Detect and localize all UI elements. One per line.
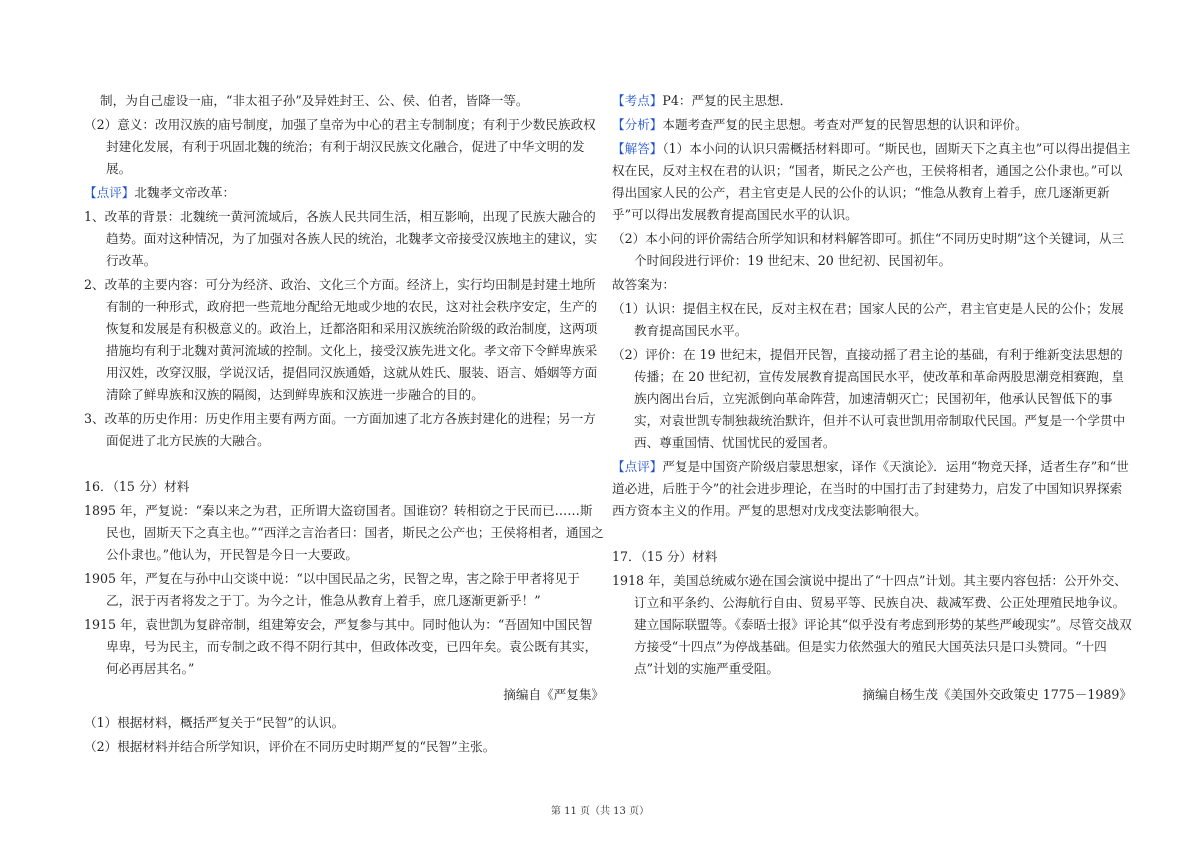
jieda-tag: 【解答】 (612, 141, 663, 156)
material-1905: 1905 年，严复在与孙中山交谈中说：“以中国民品之劣，民智之卑，害之除于甲者将见于乙，泯于丙者将发之于丁。为今之计，惟急从教育上着手，庶几逐渐更新乎！” (84, 571, 580, 608)
subquestion-1: （1）根据材料，概括严复关于“民智”的认识。 (84, 715, 345, 730)
page-footer: 第 11 页（共 13 页） (550, 806, 650, 817)
paragraph-continuation: 制，为自己虚设一庙，“非太祖子孙”及异姓封王、公、侯、伯者，皆降一等。 (100, 93, 529, 108)
reform-effect: 3、改革的历史作用：历史作用主要有两方面。一方面加速了北方各族封建化的进程；另一方面促进了北方民族的大融合。 (84, 411, 596, 448)
dianping-text: 严复是中国资产阶级启蒙思想家，译作《天演论》．运用“物竞天择，适者生存”和“世道必进，后胜于今”的社会进步理论，在当时的中国打击了封建势力，启发了中国知识界探索西方资本主义的作用。严复的思想对戊戌变法影响很大。 (612, 459, 1129, 518)
dianping-tag: 【点评】 (612, 459, 663, 474)
material-1918: 1918 年，美国总统威尔逊在国会演说中提出了“十四点”计划。其主要内容包括：公开外交、订立和平条约、公海航行自由、贸易平等、民族自决、裁减军费、公正处理殖民地争议。建立国际联盟等。《泰晤士报》评论其“似乎没有考虑到形势的某些严峻现实”。尽管交战双方接受“十四点”为停战基础。但是实力依然强大的殖民大国英法只是口头赞同。“十四点”计划的实施严重受阻。 (612, 573, 1132, 676)
fenxi-tag: 【分析】 (612, 117, 663, 132)
review-text: 北魏孝文帝改革： (134, 185, 236, 200)
subquestion-2: （2）根据材料并结合所学知识，评价在不同历史时期严复的“民智”主张。 (84, 739, 496, 754)
fenxi-text: 本题考查严复的民主思想。考查对严复的民智思想的认识和评价。 (662, 117, 1028, 132)
answer-heading: 故答案为： (612, 277, 675, 292)
source-citation: 摘编自杨生茂《美国外交政策史 1775－1989》 (862, 687, 1132, 702)
dianping (612, 456, 1132, 522)
kaodian-tag: 【考点】 (612, 93, 663, 108)
answer-1: （1）认识：提倡主权在民，反对主权在君；国家人民的公产，君主官吏是人民的公仆；发展教育提高国民水平。 (612, 301, 1124, 338)
jieda-text: （1）本小问的认识只需概括材料即可。“斯民也，固斯天下之真主也”可以得出提倡主权在民，反对主权在君的认识；“国者，斯民之公产也，王侯将相者，通国之公仆隶也。”可以得出国家人民的公产，君主官吏是人民的公仆的认识；“惟急从教育上着手，庶几逐渐更新乎”可以得出发展教育提高国民水平的认识。 (612, 141, 1131, 222)
answer-2: （2）评价：在 19 世纪末，提倡开民智，直接动摇了君主论的基础，有利于维新变法思想的传播；在 20 世纪初，宣传发展教育提高国民水平，使改革和革命两股思潮竞相赛跑，皇族内阁出台后，立宪派倒向革命阵营，加速清朝灭亡；民国初年，他承认民智低下的事实，对袁世凯专制独裁统治默许，但并不认可袁世凯用帝制取代民国。严复是一个学贯中西、尊重国情、忧国忧民的爱国者。 (612, 347, 1126, 450)
right-column (612, 90, 1132, 712)
kaodian-text: P4：严复的民主思想． (662, 93, 793, 108)
question-17-heading: 17．（15 分）材料 (612, 549, 718, 564)
material-1895: 1895 年，严复说：“秦以来之为君，正所谓大盗窃国者。国谁窃？转相窃之于民而已……斯民也，固斯天下之真主也。”“西洋之言治者曰：国者，斯民之公产也；王侯将相者，通国之公仆隶也。”他认为，开民智是今日一大要政。 (84, 503, 604, 562)
reform-content: 2、改革的主要内容：可分为经济、政治、文化三个方面。经济上，实行均田制是封建土地所有制的一种形式，政府把一些荒地分配给无地或少地的农民，这对社会秩序安定，生产的恢复和发展是有积极意义的。政治上，迁都洛阳和采用汉族统治阶级的政治制度，这两项措施均有利于北魏对黄河流域的控制。文化上，接受汉族先进文化。孝文帝下令鲜卑族采用汉姓，改穿汉服，学说汉话，提倡同汉族通婚，这就从姓氏、服装、语言、婚姻等方面清除了鲜卑族和汉族的隔阂，达到鲜卑族和汉族进一步融合的目的。 (84, 277, 598, 402)
kaodian (612, 90, 1132, 112)
source-citation: 摘编自《严复集》 (503, 687, 604, 702)
spacer (84, 454, 604, 476)
jieda (612, 138, 1132, 226)
answer-significance: （2）意义：改用汉族的庙号制度，加强了皇帝为中心的君主专制制度；有利于少数民族政权封建化发展，有利于巩固北魏的统治；有利于胡汉民族文化融合，促进了中华文明的发展。 (84, 117, 596, 176)
left-column (84, 90, 604, 760)
question-16-heading: 16．（15 分）材料 (84, 479, 190, 494)
reform-background: 1、改革的背景：北魏统一黄河流域后，各族人民共同生活，相互影响，出现了民族大融合的趋势。面对这种情况，为了加强对各族人民的统治，北魏孝文帝接受汉族地主的建议，实行改革。 (84, 209, 598, 268)
fenxi (612, 114, 1132, 136)
review-heading (84, 182, 604, 204)
jieda-part-2: （2）本小问的评价需结合所学知识和材料解答即可。抓住“不同历史时期”这个关键词，从三个时间段进行评价：19 世纪末、20 世纪初、民国初年。 (612, 231, 1125, 268)
material-1915: 1915 年，袁世凯为复辟帝制，组建筹安会，严复参与其中。同时他认为：“吾固知中国民智卑卑，号为民主，而专制之政不得不阴行其中，但政体改变，已四年矣。袁公既有其实，何必再居其名。” (84, 617, 598, 676)
spacer (612, 524, 1132, 546)
review-tag: 【点评】 (84, 185, 135, 200)
